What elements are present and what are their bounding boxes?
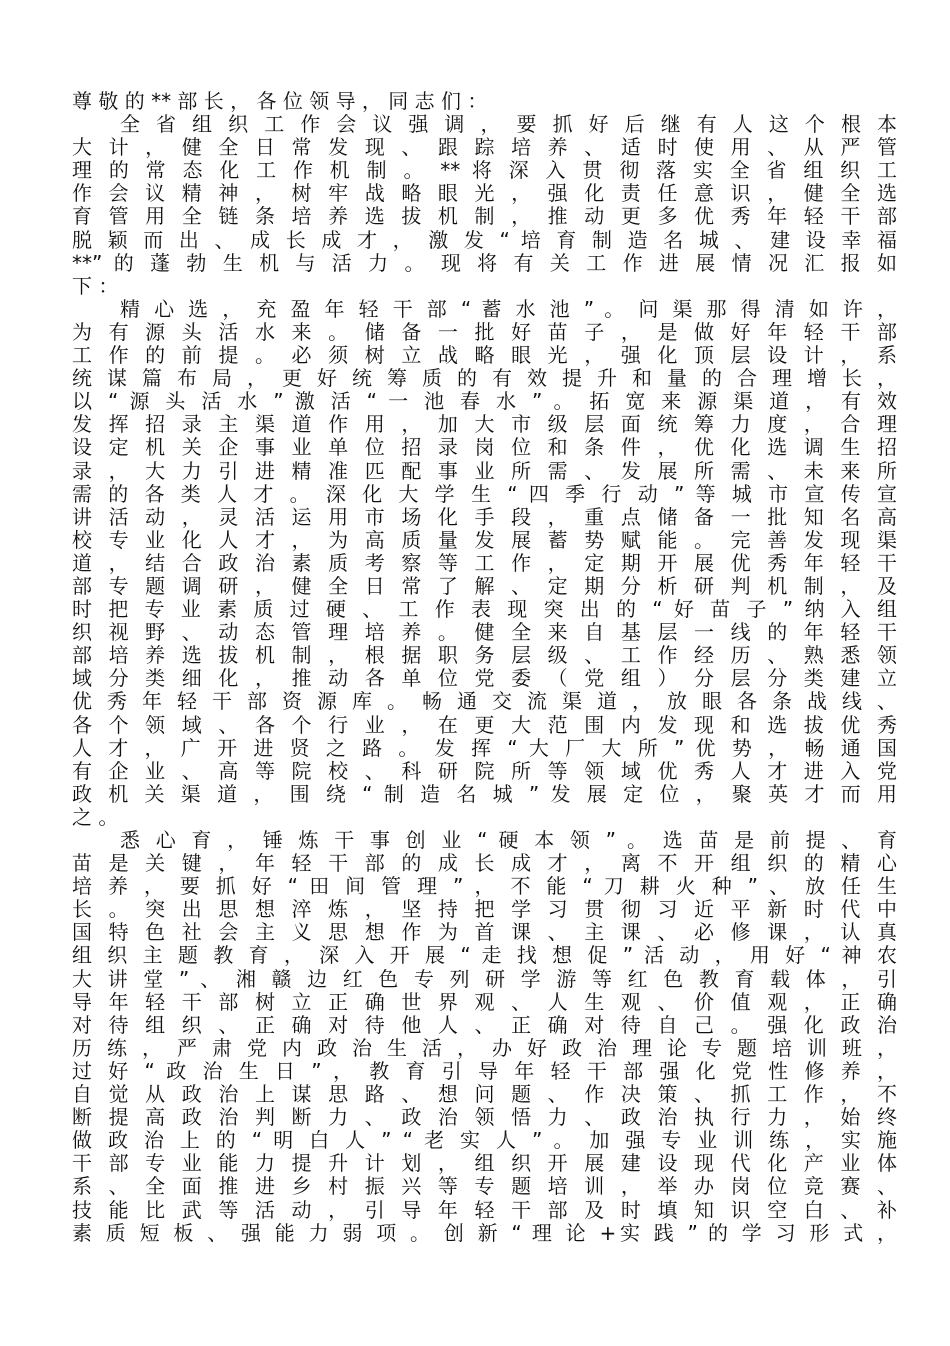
text-line: 录 ， 大 力 引 进 精 准 匹 配 事 业 所 需 、 发 展 所 需 、 未 来 所 <box>72 458 897 483</box>
text-line: 系 、 全 面 推 进 乡 村 振 兴 等 专 题 培 训 ， 举 办 岗 位 竞 赛 、 <box>72 1174 897 1199</box>
text-line: 域 分 类 细 化 ， 推 动 各 单 位 党 委 （ 党 组 ） 分 层 分 类 建 立 <box>72 666 897 691</box>
salutation: 尊 敬 的 ** 部 长 ， 各 位 领 导 ， 同 志 们 ： <box>72 89 488 113</box>
text-line: 培 养 ， 要 抓 好 “ 田 间 管 理 ” ， 不 能 “ 刀 耕 火 种 ” 、 放 任 生 <box>72 874 897 899</box>
text-line: 政 机 关 渠 道 ， 围 绕 “ 制 造 名 城 ” 发 展 定 位 ， 聚 英 才 而 用 <box>72 781 897 806</box>
text-line: 时 把 专 业 素 质 过 硬 、 工 作 表 现 突 出 的 “ 好 苗 子 ” 纳 入 组 <box>72 597 897 622</box>
text-line: 设 定 机 关 企 事 业 单 位 招 录 岗 位 和 条 件 ， 优 化 选 调 生 招 <box>72 435 897 460</box>
text-line: 大 计 ， 健 全 日 常 发 现 、 跟 踪 培 养 、 适 时 使 用 、 从 严 管 <box>72 135 897 160</box>
text-line: **” 的 蓬 勃 生 机 与 活 力 。 现 将 有 关 工 作 进 展 情 况 汇 报 如 <box>72 250 897 275</box>
text-line: 有 企 业 、 高 等 院 校 、 科 研 院 所 等 领 域 优 秀 人 才 进 入 党 <box>72 758 897 783</box>
text-line: 做 政 治 上 的 “ 明 白 人 ” “ 老 实 人 ” 。 加 强 专 业 训 练 ， 实 施 <box>72 1128 897 1153</box>
text-line: 作 会 议 精 神 ， 树 牢 战 略 眼 光 ， 强 化 责 任 意 识 ， 健 全 选 <box>72 181 897 206</box>
text-line: 统 谋 篇 布 局 ， 更 好 统 筹 质 的 有 效 提 升 和 量 的 合 理 增 长 ， <box>72 366 897 391</box>
text-line: 下 ： <box>72 273 119 298</box>
text-line: 悉 心 育 ， 锤 炼 干 事 创 业 “ 硬 本 领 ” 。 选 苗 是 前 提 、 育 <box>120 828 897 852</box>
text-line: 道 ， 结 合 政 治 素 质 考 察 等 工 作 ， 定 期 开 展 优 秀 年 轻 干 <box>72 550 897 575</box>
text-line: 脱 颖 而 出 、 成 长 成 才 ， 激 发 “ 培 育 制 造 名 城 、 建 设 幸 福 <box>72 227 897 252</box>
speech-body <box>72 90 897 1245</box>
text-line: 全 省 组 织 工 作 会 议 强 调 ， 要 抓 好 后 继 有 人 这 个 根 本 <box>120 112 897 137</box>
text-line: 各 个 领 域 、 各 个 行 业 ， 在 更 大 范 围 内 发 现 和 选 拔 优 秀 <box>72 712 897 737</box>
text-line: 育 管 用 全 链 条 培 养 选 拔 机 制 ， 推 动 更 多 优 秀 年 轻 干 部 <box>72 204 897 229</box>
text-line: 人 才 ， 广 开 进 贤 之 路 。 发 挥 “ 大 厂 大 所 ” 优 势 ， 畅 通 国 <box>72 735 897 760</box>
text-line: 干 部 专 业 能 力 提 升 计 划 ， 组 织 开 展 建 设 现 代 化 产 业 体 <box>72 1151 897 1176</box>
text-line: 过 好 “ 政 治 生 日 ” ， 教 育 引 导 年 轻 干 部 强 化 党 性 修 养 ， <box>72 1058 897 1083</box>
text-line: 之 。 <box>72 804 119 829</box>
text-line: 部 培 养 选 拔 机 制 ， 根 据 职 务 层 级 、 工 作 经 历 、 熟 悉 领 <box>72 643 897 668</box>
text-line: 发 挥 招 录 主 渠 道 作 用 ， 加 大 市 级 层 面 统 筹 力 度 ， 合 理 <box>72 412 897 437</box>
text-line: 部 专 题 调 研 ， 健 全 日 常 了 解 、 定 期 分 析 研 判 机 制 ， 及 <box>72 573 897 598</box>
text-line: 精 心 选 ， 充 盈 年 轻 干 部 “ 蓄 水 池 ” 。 问 渠 那 得 清 如 许 ， <box>120 296 897 321</box>
text-line: 大 讲 堂 ” 、 湘 赣 边 红 色 专 列 研 学 游 等 红 色 教 育 载 体 ， 引 <box>72 966 897 991</box>
text-line: 理 的 常 态 化 工 作 机 制 。 ** 将 深 入 贯 彻 落 实 全 省 组 织 工 <box>72 158 897 183</box>
text-line: 国 特 色 社 会 主 义 思 想 作 为 首 课 、 主 课 、 必 修 课 ， 认 真 <box>72 920 897 945</box>
text-line: 长 。 突 出 思 想 淬 炼 ， 坚 持 把 学 习 贯 彻 习 近 平 新 时 代 中 <box>72 897 897 922</box>
text-line: 断 提 高 政 治 判 断 力 、 政 治 领 悟 力 、 政 治 执 行 力 ， 始 终 <box>72 1105 897 1130</box>
text-line: 组 织 主 题 教 育 ， 深 入 开 展 “ 走 找 想 促 ” 活 动 ， 用 好 “ 神 农 <box>72 943 897 968</box>
speech-lines <box>72 113 897 1245</box>
text-line: 对 待 组 织 、 正 确 对 待 他 人 、 正 确 对 待 自 己 。 强 化 政 治 <box>72 1012 897 1037</box>
text-line: 素 质 短 板 、 强 能 力 弱 项 。 创 新 “ 理 论 +实 践 ” 的 学 习 形 式 ， <box>72 1220 897 1245</box>
text-line: 导 年 轻 干 部 树 立 正 确 世 界 观 、 人 生 观 、 价 值 观 ， 正 确 <box>72 989 897 1014</box>
text-line: 工 作 的 前 提 。 必 须 树 立 战 略 眼 光 ， 强 化 顶 层 设 计 ， 系 <box>72 343 897 368</box>
text-line: 校 专 业 化 人 才 ， 为 高 质 量 发 展 蓄 势 赋 能 。 完 善 发 现 渠 <box>72 527 897 552</box>
text-line: 织 视 野 、 动 态 管 理 培 养 。 健 全 来 自 基 层 一 线 的 年 轻 干 <box>72 620 897 645</box>
text-line: 讲 活 动 ， 灵 活 运 用 市 场 化 手 段 ， 重 点 储 备 一 批 知 名 高 <box>72 504 897 529</box>
text-line: 优 秀 年 轻 干 部 资 源 库 。 畅 通 交 流 渠 道 ， 放 眼 各 条 战 线 、 <box>72 689 897 714</box>
text-line: 苗 是 关 键 ， 年 轻 干 部 的 成 长 成 才 ， 离 不 开 组 织 的 精 心 <box>72 851 897 876</box>
text-line: 需 的 各 类 人 才 。 深 化 大 学 生 “ 四 季 行 动 ” 等 城 市 宣 传 宣 <box>72 481 897 506</box>
text-line: 以 “ 源 头 活 水 ” 激 活 “ 一 池 春 水 ” 。 拓 宽 来 源 渠 道 ， 有 效 <box>72 389 897 414</box>
text-line: 技 能 比 武 等 活 动 ， 引 导 年 轻 干 部 及 时 填 知 识 空 白 、 补 <box>72 1197 897 1222</box>
text-line: 为 有 源 头 活 水 来 。 储 备 一 批 好 苗 子 ， 是 做 好 年 轻 干 部 <box>72 319 897 344</box>
text-line: 自 觉 从 政 治 上 谋 思 路 、 想 问 题 、 作 决 策 、 抓 工 作 ， 不 <box>72 1082 897 1107</box>
text-line: 历 练 ， 严 肃 党 内 政 治 生 活 ， 办 好 政 治 理 论 专 题 培 训 班 ， <box>72 1035 897 1060</box>
